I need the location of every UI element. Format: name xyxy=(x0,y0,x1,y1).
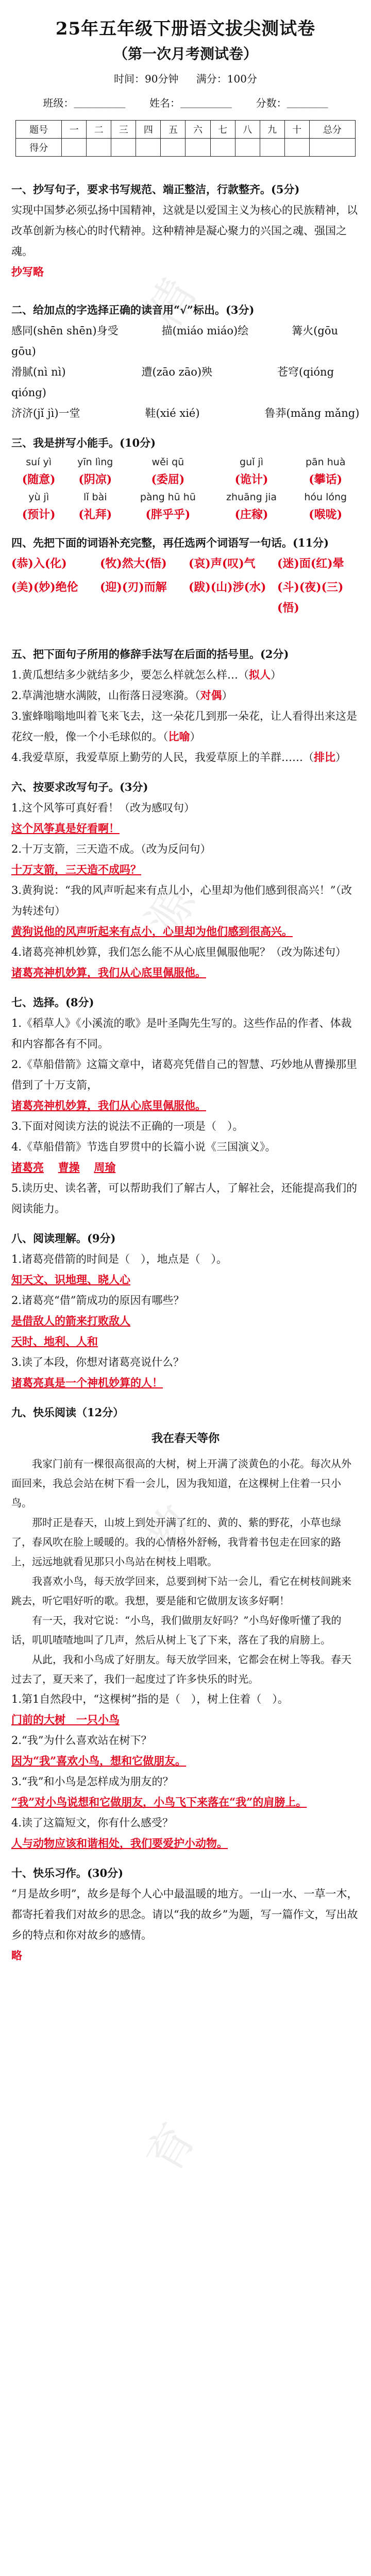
answer-cell: (庄稼) xyxy=(234,508,268,521)
idiom-item: (美)(妙)绝伦 xyxy=(11,581,78,594)
score-input-cell[interactable] xyxy=(235,139,260,157)
q8-answer: 诸葛亮真是一个神机妙算的人！ xyxy=(11,1376,163,1389)
pinyin-cell: hóu lóng xyxy=(304,492,347,503)
score-cell: 总分 xyxy=(309,121,355,139)
score-input-cell[interactable] xyxy=(161,139,185,157)
q5-heading: 五、把下面句子所用的修辞手法写在后面的括号里。(2分) xyxy=(11,648,289,660)
q9-question: 2.“我”为什么喜欢站在树下？ xyxy=(11,1734,152,1747)
score-input-cell[interactable] xyxy=(210,139,235,157)
q7-answer: 诸葛亮神机妙算，我们从心底里佩服他。 xyxy=(11,1099,206,1112)
total-score: 满分：100分 xyxy=(196,73,257,85)
exam-subtitle: （第一次月考测试卷） xyxy=(113,45,258,62)
score-input-cell[interactable] xyxy=(87,139,111,157)
score-cell: 八 xyxy=(235,121,260,139)
q3-answer-row xyxy=(11,506,360,523)
q1-answer: 抄写略 xyxy=(11,265,44,278)
q1-heading: 一、抄写句子，要求书写规范、端正整洁，行款整齐。(5分) xyxy=(11,183,300,196)
score-cell: 三 xyxy=(111,121,136,139)
q6-item: 3.黄狗说：“我的风声听起来有点儿小，心里却为他们感到很高兴！”（改为转述句） xyxy=(11,884,352,917)
answer-cell: (阴凉) xyxy=(78,473,112,486)
idiom-item: (哀)声(叹)气 xyxy=(189,557,256,570)
watermark: 教 xyxy=(136,1496,207,1564)
pinyin-cell: pān huà xyxy=(305,456,346,468)
pinyin-cell: wěi qū xyxy=(151,456,184,468)
idiom-item: (牧)然大(悟) xyxy=(100,557,167,570)
q6-heading: 六、按要求改写句子。(3分) xyxy=(11,781,148,793)
exam-meta xyxy=(0,71,371,86)
q2-row: 济济(jǐ jì)一堂 鞋(xié xié) 鲁莽(mǎng mǎng) xyxy=(11,407,360,419)
idiom-item: (跋)(山)涉(水) xyxy=(189,581,266,594)
score-cell: 六 xyxy=(185,121,210,139)
q7-line: 3.下面对阅读方法的说法不正确的一项是（ ）。 xyxy=(11,1120,244,1132)
q4-heading: 四、先把下面的词语补充完整，再任选两个词语写一句话。(11分) xyxy=(11,536,329,549)
q6-answer: 诸葛亮神机妙算，我们从心底里佩服他。 xyxy=(11,966,206,979)
q6-answer: 十万支箭，三天造不成吗？ xyxy=(11,863,141,876)
score-cell: 得分 xyxy=(16,139,62,157)
answer-cell: (委屈) xyxy=(151,473,185,486)
q8-question: 1.诸葛亮借箭的时间是（ ），地点是（ ）。 xyxy=(11,1253,228,1265)
q2-row: 滑腻(nì nì) 遭(zāo zāo)殃 苍穹(qióng qióng) xyxy=(11,366,334,399)
score-table-score-row xyxy=(16,139,356,157)
q8-question: 3.读了本段，你想对诸葛亮说什么？ xyxy=(11,1356,184,1368)
time-limit: 时间：90分钟 xyxy=(114,73,179,85)
q8-question: 2.诸葛亮“借”箭成功的原因有哪些？ xyxy=(11,1294,184,1307)
q6-answer: 这个风筝真是好看啊！ xyxy=(11,822,120,835)
idiom-item: (迷)面(红)晕 xyxy=(277,557,344,570)
q3-answer-row xyxy=(11,471,360,488)
idiom-item: (迎)(刃)而解 xyxy=(100,581,167,594)
score-input-cell[interactable] xyxy=(185,139,210,157)
essay-paragraph: 从此，我和小鸟成了好朋友。每天放学回来，它都会在树上等我。春天过去了，夏天来了，我们一起度过了许多快乐的时光。 xyxy=(11,1653,351,1685)
q6-item: 4.诸葛亮神机妙算，我们怎么能不从心底里佩服他呢？（改为陈述句） xyxy=(11,946,347,958)
watermark: 源 xyxy=(136,878,207,945)
q7-line: 5.读历史、读名著，可以帮助我们了解古人，了解社会，还能提高我们的阅读能力。 xyxy=(11,1182,358,1215)
name-field[interactable]: 姓名：＿＿＿＿＿ xyxy=(149,97,232,109)
q7-answer: 周瑜 xyxy=(94,1161,116,1174)
q9-answer: 因为“我”喜欢小鸟，想和它做朋友。 xyxy=(11,1754,187,1767)
q8-answer: 天时、地利、人和 xyxy=(11,1335,98,1348)
score-cell: 九 xyxy=(260,121,284,139)
score-input-cell[interactable] xyxy=(284,139,309,157)
q6-answer: 黄狗说他的风声听起来有点小，心里却为他们感到很高兴。 xyxy=(11,925,293,938)
pinyin-cell: guǐ jì xyxy=(240,456,263,468)
pinyin-cell: yīn lìng xyxy=(77,456,113,468)
q5-item: 3.蜜蜂嗡嗡地叫着飞来飞去，这一朵花几到那一朵花，让人看得出来这是花纹一般，像一个小毛球似的。（比喻） xyxy=(11,710,358,743)
q2-heading: 二、给加点的字选择正确的读音用“√”标出。(3分) xyxy=(11,303,255,316)
score-cell: 七 xyxy=(210,121,235,139)
q7-line: 2.《草船借箭》这篇文章中，诸葛亮凭借自己的智慧、巧妙地从曹操那里借到了十万支箭， xyxy=(11,1058,358,1091)
class-field[interactable]: 班级：＿＿＿＿＿ xyxy=(43,97,126,109)
q7-answer: 诸葛亮 xyxy=(11,1161,44,1174)
pinyin-cell: suí yì xyxy=(26,456,52,468)
q6-item: 2.十万支箭，三天造不成。（改为反问句） xyxy=(11,843,211,855)
exam-content xyxy=(11,170,360,1966)
q5-item: 4.我爱草原，我爱草原上勤劳的人民，我爱草原上的羊群……（排比） xyxy=(11,751,347,764)
q3-pinyin-table xyxy=(11,453,360,523)
answer-cell: (预计) xyxy=(22,508,56,521)
exam-title: 25年五年级下册语文拔尖测试卷 xyxy=(55,19,316,39)
answer-cell: (诡计) xyxy=(234,473,268,486)
score-cell: 题号 xyxy=(16,121,62,139)
student-fields xyxy=(31,95,340,110)
essay-paragraph: 我家门前有一棵很高很高的大树，树上开满了淡黄色的小花。每次从外面回来，我总会站在树下看一会儿，因为我知道，在这棵树上住着一只小鸟。 xyxy=(11,1458,351,1509)
q9-heading: 九、快乐阅读（12分） xyxy=(11,1406,124,1419)
pinyin-cell: pàng hū hū xyxy=(140,492,196,503)
q5-item: 2.草满池塘水满陂，山衔落日浸寒漪。（对偶） xyxy=(11,689,233,702)
q3-heading: 三、我是拼写小能手。(10分) xyxy=(11,436,156,449)
answer-cell: (随意) xyxy=(22,473,56,486)
q10-heading: 十、快乐习作。(30分) xyxy=(11,1867,124,1879)
q10-answer: 略 xyxy=(11,1949,22,1962)
essay-title: 我在春天等你 xyxy=(151,1432,220,1445)
score-cell: 一 xyxy=(62,121,87,139)
q2-row: 感同(shēn shēn)身受 描(miáo miáo)绘 篝火(gōu gōu) xyxy=(11,325,339,358)
q6-item: 1.这个风筝可真好看！（改为感叹句） xyxy=(11,802,195,814)
watermark: 育 xyxy=(136,2114,207,2182)
score-table-header-row xyxy=(16,121,356,139)
answer-cell: (胖乎乎) xyxy=(145,508,191,521)
idiom-item: (斗)(夜)(三)(悟) xyxy=(277,581,344,615)
score-input-cell[interactable] xyxy=(309,139,355,157)
score-cell: 五 xyxy=(161,121,185,139)
score-field[interactable]: 分数：＿＿＿＿ xyxy=(256,97,328,109)
q9-answer: “我”对小鸟说想和它做朋友，小鸟飞下来落在“我”的肩膀上。 xyxy=(11,1795,307,1808)
watermark: 精 xyxy=(136,270,207,337)
answer-cell: (礼拜) xyxy=(78,508,112,521)
essay-paragraph: 我喜欢小鸟，每天放学回来，总要到树下站一会儿，看它在树枝间跳来跳去，听它唱好听的歌。我想，要是能和它做朋友该多好啊！ xyxy=(11,1575,351,1607)
q3-pinyin-row xyxy=(11,488,360,506)
answer-cell: (喉咙) xyxy=(309,508,343,521)
q7-line: 1.《稻草人》《小溪流的歌》是叶圣陶先生写的。这些作品的作者、体裁和内容都各有不同。 xyxy=(11,1017,352,1050)
q7-answer: 曹操 xyxy=(58,1161,80,1174)
score-cell: 二 xyxy=(87,121,111,139)
q3-pinyin-row xyxy=(11,453,360,471)
essay-paragraph: 那时正是春天，山坡上到处开满了红的、黄的、紫的野花，小草也绿了，春风吹在脸上暖暖的。我的心情格外舒畅，我背着书包走在回家的路上，远远地就看见那只小鸟站在树枝上唱歌。 xyxy=(11,1516,341,1568)
score-table xyxy=(15,120,356,157)
score-cell: 四 xyxy=(136,121,161,139)
q9-answer: 门前的大树 一只小鸟 xyxy=(11,1713,120,1726)
score-input-cell[interactable] xyxy=(136,139,161,157)
answer-cell: (攀话) xyxy=(309,473,343,486)
q9-answer: 人与动物应该和谐相处，我们要爱护小动物。 xyxy=(11,1837,228,1850)
q8-heading: 八、阅读理解。(9分) xyxy=(11,1232,116,1245)
q9-question: 4.读了这篇短文，你有什么感受？ xyxy=(11,1817,174,1829)
q7-line: 4.《草船借箭》节选自罗贯中的长篇小说《三国演义》。 xyxy=(11,1141,276,1153)
pinyin-cell: yù jì xyxy=(28,492,49,503)
pinyin-cell: lǐ bài xyxy=(83,492,107,503)
score-cell: 十 xyxy=(284,121,309,139)
score-input-cell[interactable] xyxy=(260,139,284,157)
score-input-cell[interactable] xyxy=(62,139,87,157)
q7-answers-inline xyxy=(11,1157,360,1178)
q8-answer: 是借敌人的箭来打败敌人 xyxy=(11,1314,130,1327)
q10-prompt: “月是故乡明”，故乡是每个人心中最温暖的地方。一山一水、一草一木，都寄托着我们对故乡的思念。请以“我的故乡”为题，写一篇作文，写出故乡的特点和你对故乡的感情。 xyxy=(11,1888,358,1941)
score-input-cell[interactable] xyxy=(111,139,136,157)
q1-text: 实现中国梦必须弘扬中国精神，这就是以爱国主义为核心的民族精神，以改革创新为核心的时代精神。这种精神是凝心聚力的兴国之魂、强国之魂。 xyxy=(11,204,358,258)
q7-heading: 七、选择。(8分) xyxy=(11,996,94,1009)
pinyin-cell: zhuāng jia xyxy=(226,492,277,503)
q8-answer: 知天文、识地理、晓人心 xyxy=(11,1273,130,1286)
q4-word-grid xyxy=(11,553,360,618)
q9-question: 3.“我”和小鸟是怎样成为朋友的？ xyxy=(11,1775,174,1788)
q5-item: 1.黄瓜想结多少就结多少，要怎么样就怎么样…（拟人） xyxy=(11,668,282,681)
exam-header xyxy=(0,0,371,157)
q9-question: 1.第1自然段中，“这棵树”指的是（ ），树上住着（ ）。 xyxy=(11,1693,289,1705)
essay-paragraph: 有一天，我对它说：“小鸟，我们做朋友好吗？”小鸟好像听懂了我的话，叽叽喳喳地叫了几声，然后从树上飞了下来，落在了我的肩膀上。 xyxy=(11,1614,342,1646)
idiom-item: (恭)入(化) xyxy=(11,557,67,570)
